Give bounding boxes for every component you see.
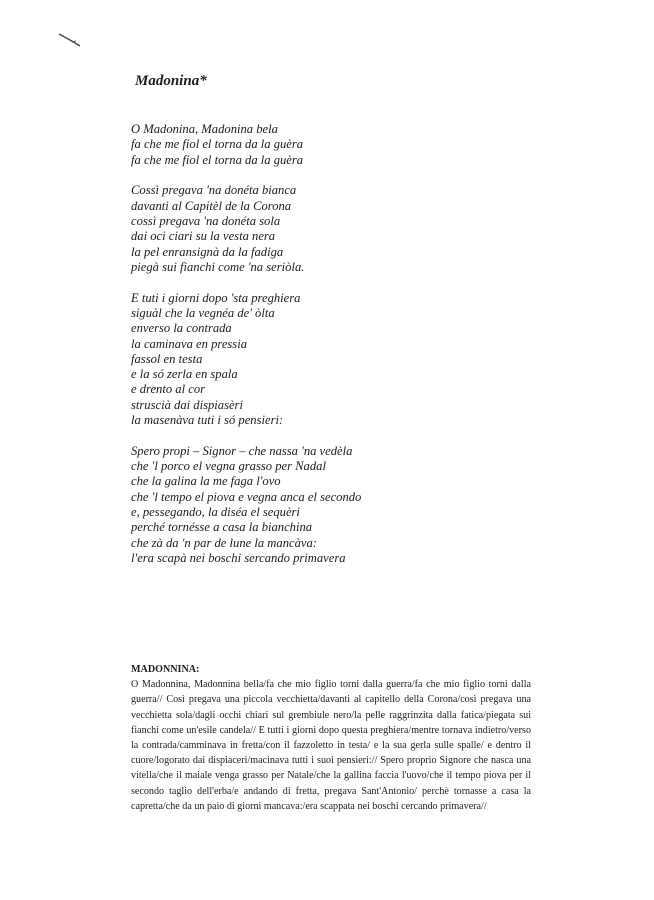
verse-line: e la só zerla en spala [131, 367, 238, 382]
verse-line: fa che me fiol el torna da la guèra [131, 152, 304, 167]
verse-line: Cossì pregava 'na donéta bianca [131, 183, 297, 198]
verse-line: fassol en testa [131, 351, 203, 366]
verse-line: cossì pregava 'na donéta sola [131, 213, 281, 228]
verse-line: la caminava en pressia [131, 336, 248, 351]
translation-text: O Madonnina, Madonnina bella/fa che mio figlio torni dalla guerra/fa che mio figlio torni dalla guerra// Così pregava una piccola vecchietta/davanti al capitello della Corona/così pregava una vecchietta sola/dagli occhi chiari sul grembiule nero/la pelle raggrinzita dalla fatica/piegata sui fianchi come un'esile candela// E tutti i giorni dopo questa preghiera/mentre tornava indietro/verso la contrada/camminava in fretta/con il fazzoletto in testa/ e la sua gerla sulle spalle/ e dentro il cuore/logorato dai dispiaceri/macinava tutti i suoi pensieri:// Spero proprio Signore che nasca una vitella/che il maiale venga grasso per Natale/che la gallina faccia l'uovo/che il tempo piova per il secondo taglio dell'erba/e andando di fretta, pregava Sant'Antonio/ perchè tornasse a casa la capretta/che da un paio di giorni mancava:/era scappata nei boschi cercando primavera// [131, 679, 531, 812]
verse-line: perché tornésse a casa la bianchina [131, 520, 313, 535]
translation-heading: MADONNINA: [131, 664, 200, 675]
verse-line: la pel enransignà da la fadiga [131, 244, 284, 259]
verse-line: struscià dai dispiasèri [131, 397, 243, 412]
verse-line: E tuti i giorni dopo 'sta preghiera [131, 290, 301, 305]
scan-mark-icon [58, 32, 82, 48]
stanza [131, 183, 551, 275]
stanza [131, 122, 551, 168]
poem-title: Madonina* [135, 73, 207, 89]
verse-line: che la galina la me faga l'ovo [131, 474, 281, 489]
verse-line: che zà da 'n par de lune la mancàva: [131, 535, 317, 550]
verse-line: e drento al cor [131, 382, 206, 397]
translation-block [131, 662, 531, 814]
poem-body [131, 122, 551, 582]
verse-line: siguàl che la vegnéa de' òlta [131, 305, 275, 320]
verse-line: davanti al Capitèl de la Corona [131, 198, 292, 213]
verse-line: Spero propi – Signor – che nassa 'na vedèla [131, 443, 353, 458]
verse-line: che 'l porco el vegna grasso per Nadal [131, 459, 326, 474]
verse-line: e, pessegando, la diséa el sequèri [131, 505, 300, 520]
verse-line: dai oci ciari su la vesta nera [131, 229, 276, 244]
verse-line: che 'l tempo el piova e vegna anca el secondo [131, 489, 362, 504]
verse-line: piegà sui fianchi come 'na seriòla. [131, 259, 305, 274]
verse-line: la masenàva tuti i só pensieri: [131, 413, 284, 428]
verse-line: O Madonina, Madonina bela [131, 122, 278, 136]
stanza [131, 444, 551, 566]
stanza [131, 291, 551, 429]
verse-line: l'era scapà nei boschi sercando primavera [131, 550, 346, 565]
verse-line: fa che me fiol el torna da la guèra [131, 137, 304, 152]
verse-line: enverso la contrada [131, 321, 232, 336]
